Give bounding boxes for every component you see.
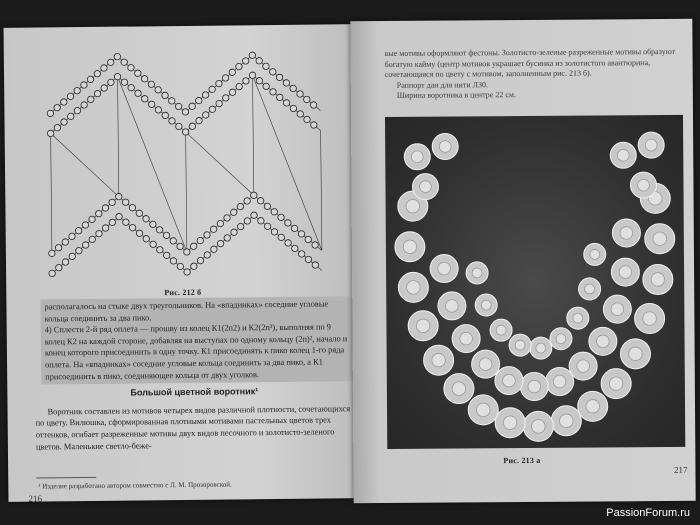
tatting-ring — [242, 58, 248, 64]
tatting-ring — [292, 245, 298, 251]
tatting-ring — [47, 110, 53, 116]
lace-motif — [601, 369, 631, 399]
pattern-line — [253, 75, 254, 195]
tatting-ring — [231, 209, 237, 215]
paragraph-2: 4) Сплести 2-й ряд оплета — прошву из колец К1(2п2) и К2(2п²), выполняя по 9 колец К2 на каждой стороне, добавляя на выступах по одному кольцу (2п)², начало и конец которого присоединить в одну точку. К1 присоединять к пико колец 1-го ряда оплета. На «впадинках» соседние угловые кольца соединить за два пико, а К1 присоединить в пико, соединяющее кольца от двух уголков. — [44, 322, 348, 382]
tatting-ring — [236, 83, 242, 89]
tatting-ring — [237, 203, 243, 209]
figure-caption-212: Рис. 212 б — [164, 287, 202, 298]
tatting-ring — [182, 109, 188, 115]
lace-motif — [430, 254, 458, 282]
lace-motif — [523, 411, 553, 441]
tatting-ring — [49, 250, 55, 256]
tatting-ring — [162, 92, 168, 98]
tatting-ring — [244, 218, 250, 224]
tatting-ring — [270, 69, 276, 75]
page-number-right: 217 — [673, 464, 688, 475]
shaded-instructions — [40, 296, 353, 384]
tatting-ring — [278, 234, 284, 240]
footnote: ¹ Изделие разработано автором совместно с Л. М. Прозоровской. — [38, 480, 232, 491]
tatting-ring — [76, 247, 82, 253]
lace-motif — [495, 408, 525, 438]
tatting-ring — [81, 102, 87, 108]
tatting-ring — [251, 192, 257, 198]
tatting-ring — [243, 78, 249, 84]
tatting-ring — [304, 116, 310, 122]
lace-motif — [630, 172, 656, 198]
lace-motif — [584, 243, 606, 265]
pattern-line — [50, 55, 321, 114]
tatting-ring — [310, 102, 316, 108]
tatting-ring — [49, 270, 55, 276]
tatting-ring — [150, 241, 156, 247]
pattern-line — [51, 133, 119, 198]
tatting-ring — [177, 243, 183, 249]
tatting-ring — [175, 103, 181, 109]
tatting-ring — [231, 229, 237, 235]
tatting-ring — [68, 113, 74, 119]
tatting-ring — [89, 216, 95, 222]
tatting-ring — [116, 213, 122, 219]
tatting-ring — [256, 78, 262, 84]
left-page-text — [34, 296, 354, 452]
lace-motif — [569, 352, 597, 380]
tatting-ring — [217, 220, 223, 226]
tatting-ring — [290, 105, 296, 111]
lace-motif — [550, 328, 572, 350]
tatting-ring — [271, 229, 277, 235]
tatting-ring — [75, 227, 81, 233]
tatting-ring — [155, 87, 161, 93]
tatting-ring — [229, 69, 235, 75]
tatting-ring — [102, 225, 108, 231]
pattern-line — [118, 77, 119, 197]
tatting-ring — [136, 210, 142, 216]
tatting-ring — [257, 198, 263, 204]
lace-motif — [395, 232, 425, 262]
tatting-ring — [62, 259, 68, 265]
tatting-ring — [47, 130, 53, 136]
tatting-ring — [211, 246, 217, 252]
tatting-ring — [123, 219, 129, 225]
lace-motif — [466, 262, 488, 284]
figure-caption-213: Рис. 213 а — [503, 455, 541, 466]
lace-motif — [551, 406, 581, 436]
tatting-ring — [182, 129, 188, 135]
lace-motif — [610, 142, 636, 168]
tatting-ring — [305, 236, 311, 242]
tatting-ring — [290, 85, 296, 91]
tatting-ring — [184, 269, 190, 275]
tatting-ring — [148, 101, 154, 107]
tatting-ring — [163, 252, 169, 258]
lace-motif — [398, 272, 428, 302]
tatting-ring — [61, 99, 67, 105]
tatting-ring — [136, 230, 142, 236]
tatting-ring — [96, 230, 102, 236]
tatting-ring — [81, 82, 87, 88]
right-page — [350, 19, 695, 503]
tatting-ring — [224, 235, 230, 241]
tatting-ring — [128, 64, 134, 70]
tatting-ring — [101, 65, 107, 71]
tatting-ring — [197, 257, 203, 263]
tatting-ring — [249, 52, 255, 58]
tatting-ring — [69, 253, 75, 259]
tatting-ring — [258, 218, 264, 224]
lace-motif — [578, 391, 608, 421]
tatting-ring — [263, 63, 269, 69]
tatting-ring — [69, 233, 75, 239]
lace-pattern-diagram — [40, 42, 332, 285]
tatting-ring — [223, 95, 229, 101]
tatting-ring — [135, 90, 141, 96]
tatting-ring — [209, 106, 215, 112]
tatting-ring — [256, 58, 262, 64]
tatting-ring — [264, 223, 270, 229]
tatting-ring — [304, 96, 310, 102]
page-number-left: 216 — [28, 493, 43, 504]
tatting-ring — [196, 117, 202, 123]
tatting-ring — [189, 123, 195, 129]
tatting-ring — [297, 91, 303, 97]
lace-motif — [612, 219, 640, 247]
lace-motif — [579, 278, 601, 300]
lace-motif — [438, 292, 466, 320]
tatting-ring — [170, 238, 176, 244]
tatting-ring — [109, 199, 115, 205]
lace-motif — [509, 334, 531, 356]
lace-motif — [645, 224, 675, 254]
right-paragraph-1: вые мотивы оформляют фестоны. Золотисто-зеленые разреженные мотивы образуют богатую кайму (центр мотивов украшает бусинка из золотистого авантюрина, сочетающаяся по цвету с мотивом, заполненным рис. 213 б). — [384, 46, 676, 80]
lace-motif — [603, 295, 631, 323]
lace-motif — [589, 327, 617, 355]
lace-motif — [472, 350, 500, 378]
pattern-line — [51, 133, 52, 253]
tatting-ring — [96, 210, 102, 216]
tatting-ring — [224, 215, 230, 221]
tatting-ring — [74, 107, 80, 113]
tatting-ring — [150, 221, 156, 227]
tatting-ring — [190, 243, 196, 249]
tatting-ring — [177, 263, 183, 269]
tatting-ring — [54, 124, 60, 130]
footnote-divider — [36, 477, 96, 479]
tatting-ring — [89, 236, 95, 242]
tatting-ring — [114, 73, 120, 79]
pattern-line — [321, 131, 322, 251]
tatting-ring — [82, 242, 88, 248]
tatting-ring — [62, 239, 68, 245]
lace-motif — [567, 307, 589, 329]
lace-motif — [520, 372, 548, 400]
tatting-ring — [203, 112, 209, 118]
pattern-line — [186, 132, 187, 252]
tatting-ring — [87, 76, 93, 82]
tatting-ring — [204, 252, 210, 258]
tatting-ring — [270, 89, 276, 95]
tatting-ring — [116, 193, 122, 199]
tatting-ring — [184, 249, 190, 255]
tatting-ring — [297, 111, 303, 117]
tatting-ring — [298, 251, 304, 257]
tatting-ring — [67, 93, 73, 99]
tatting-ring — [114, 53, 120, 59]
tatting-ring — [169, 98, 175, 104]
tatting-ring — [101, 85, 107, 91]
tatting-ring — [285, 220, 291, 226]
lace-motif — [432, 133, 458, 159]
tatting-ring — [263, 83, 269, 89]
lace-motif — [452, 325, 480, 353]
tatting-ring — [176, 123, 182, 129]
tatting-ring — [74, 87, 80, 93]
tatting-ring — [142, 96, 148, 102]
tatting-ring — [237, 223, 243, 229]
tatting-ring — [277, 94, 283, 100]
tatting-ring — [162, 112, 168, 118]
tatting-ring — [155, 107, 161, 113]
tatting-ring — [121, 79, 127, 85]
tatting-ring — [305, 256, 311, 262]
tatting-ring — [141, 76, 147, 82]
tatting-ring — [107, 59, 113, 65]
lace-motif — [490, 319, 512, 341]
tatting-ring — [312, 262, 318, 268]
tatting-ring — [94, 90, 100, 96]
tatting-ring — [196, 97, 202, 103]
lace-motif — [635, 303, 665, 333]
right-paragraph-2: Раппорт дан для нити Л30. — [396, 80, 489, 90]
tatting-ring — [82, 222, 88, 228]
tatting-ring — [249, 72, 255, 78]
lace-motif — [475, 294, 497, 316]
tatting-ring — [216, 80, 222, 86]
lace-motif — [423, 345, 453, 375]
tatting-ring — [197, 237, 203, 243]
tatting-ring — [202, 92, 208, 98]
lace-motif — [638, 132, 664, 158]
tatting-ring — [312, 242, 318, 248]
tatting-ring — [55, 244, 61, 250]
tatting-ring — [156, 227, 162, 233]
paragraph-1: располагалось на стыке двух треугольников. На «впадинках» соседние угловые кольца соединить за два пико. — [44, 299, 329, 324]
tatting-ring — [204, 232, 210, 238]
lace-motif — [495, 367, 523, 395]
tatting-ring — [276, 74, 282, 80]
tatting-ring — [191, 263, 197, 269]
lace-motif — [412, 174, 438, 200]
tatting-ring — [210, 226, 216, 232]
tatting-ring — [94, 70, 100, 76]
tatting-ring — [102, 205, 108, 211]
body-paragraph: Воротник составлен из мотивов четырех видов различной плотности, сочетающихся по цвету. Вилюшка, сформированная плотными мотивами пастельных цветов трех оттенков, огибает разреженные мотивы двух видов песочного и золотисто-зеленого цветов. Маленькие светло-беже- — [35, 403, 351, 452]
lace-motif — [546, 367, 574, 395]
tatting-ring — [88, 96, 94, 102]
tatting-ring — [283, 100, 289, 106]
tatting-ring — [109, 219, 115, 225]
tatting-ring — [143, 236, 149, 242]
tatting-ring — [285, 240, 291, 246]
tatting-ring — [222, 75, 228, 81]
tatting-ring — [56, 264, 62, 270]
tatting-ring — [169, 118, 175, 124]
lace-motif — [468, 395, 498, 425]
section-heading: Большой цветной воротник¹ — [130, 386, 259, 398]
tatting-ring — [283, 80, 289, 86]
tatting-ring — [135, 70, 141, 76]
tatting-ring — [264, 203, 270, 209]
tatting-ring — [61, 119, 67, 125]
lace-motif — [444, 374, 474, 404]
lace-motif — [611, 258, 639, 286]
tatting-ring — [121, 59, 127, 65]
lace-motif — [620, 339, 650, 369]
tatting-ring — [143, 216, 149, 222]
tatting-ring — [129, 224, 135, 230]
lace-collar-image — [385, 115, 685, 449]
tatting-ring — [291, 225, 297, 231]
pattern-line — [186, 131, 254, 196]
tatting-ring — [229, 89, 235, 95]
tatting-ring — [189, 103, 195, 109]
tatting-ring — [236, 63, 242, 69]
tatting-ring — [311, 122, 317, 128]
tatting-ring — [251, 212, 257, 218]
tatting-ring — [148, 81, 154, 87]
tatting-ring — [217, 240, 223, 246]
lace-collar-photo — [385, 115, 685, 449]
tatting-ring — [108, 79, 114, 85]
watermark: PassionForum.ru — [606, 507, 690, 519]
pattern-line — [50, 75, 321, 134]
left-page — [4, 24, 361, 502]
lace-motif — [404, 144, 430, 170]
tatting-ring — [128, 84, 134, 90]
tatting-ring — [244, 198, 250, 204]
lace-motif — [530, 337, 552, 359]
tatting-ring — [209, 86, 215, 92]
lace-motif — [408, 311, 438, 341]
tatting-ring — [216, 100, 222, 106]
tatting-ring — [129, 204, 135, 210]
tatting-ring — [122, 199, 128, 205]
right-page-text — [385, 47, 685, 102]
right-paragraph-3: Ширина воротника в центре 22 см. — [396, 90, 516, 101]
lace-motif — [643, 264, 673, 294]
tatting-ring — [163, 232, 169, 238]
tatting-ring — [54, 104, 60, 110]
tatting-ring — [298, 231, 304, 237]
tatting-ring — [170, 258, 176, 264]
tatting-ring — [271, 209, 277, 215]
tatting-ring — [278, 214, 284, 220]
tatting-ring — [157, 247, 163, 253]
